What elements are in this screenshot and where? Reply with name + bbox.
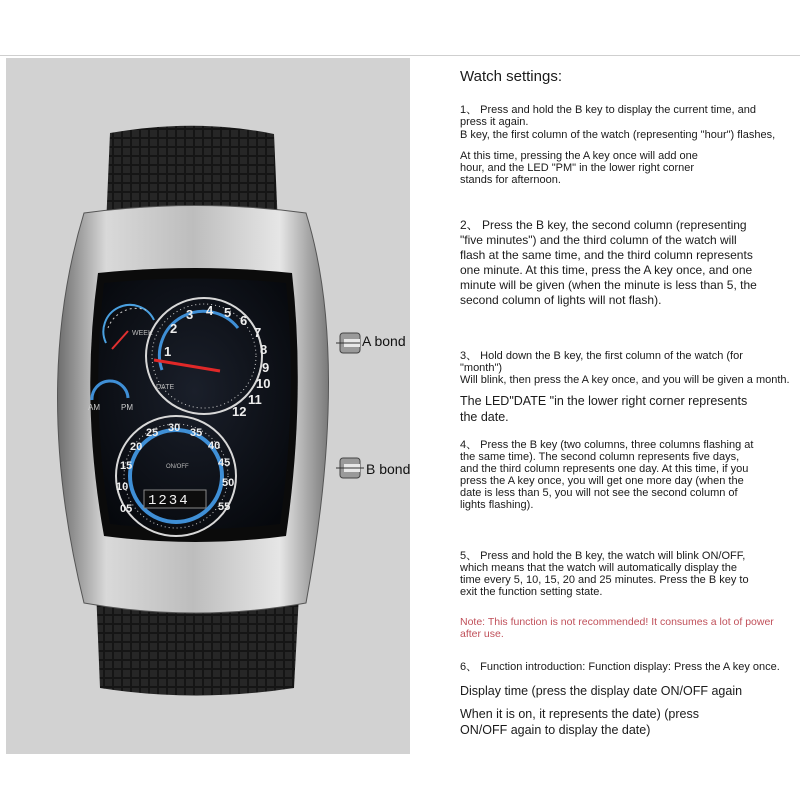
min-num-50: 50 (222, 477, 235, 489)
hour-num-3: 3 (186, 307, 194, 322)
hour-num-8: 8 (260, 342, 268, 357)
step4-text: 4、 Press the B key (two columns, three columns flashing at the same time). The second column represents five days, and the third column represents one day. At this time, if you press the A key once, you will get one more day (when the date is less than 5, you will not see the second column of lights flashing). (460, 439, 754, 511)
hour-num-6: 6 (240, 313, 248, 328)
hour-num-4: 4 (206, 303, 214, 318)
min-num-05: 05 (120, 503, 133, 515)
step6-line-a: 6、 Function introduction: Function display: Press the A key once. (460, 661, 780, 673)
hour-num-9: 9 (262, 360, 270, 375)
hour-num-7: 7 (254, 325, 262, 340)
min-num-25: 25 (146, 427, 159, 439)
week-label: WEEK (132, 330, 153, 337)
step3-line-b: Will blink, then press the A key once, and you will be given a month. (460, 374, 790, 386)
step6-line-c: When it is on, it represents the date) (press ON/OFF again to display the date) (460, 707, 699, 737)
min-num-45: 45 (218, 457, 231, 469)
led-digits: 1234 (148, 493, 190, 509)
hour-num-1: 1 (164, 344, 172, 359)
min-num-35: 35 (190, 427, 203, 439)
settings-title: Watch settings: (460, 68, 562, 85)
step5-text: 5、 Press and hold the B key, the watch will blink ON/OFF, which means that the watch will automatically display the time every 5, 10, 15, 20 and 25 minutes. Press the B key to exit the function setting state. (460, 550, 749, 598)
step1-line-b: B key, the first column of the watch (representing "hour") flashes, (460, 129, 776, 141)
date-label: DATE (156, 384, 175, 391)
top-divider (0, 55, 800, 56)
hour-num-10: 10 (256, 376, 271, 391)
note-text: Note: This function is not recommended! It consumes a lot of power after use. (460, 616, 774, 640)
step3-line-c: The LED"DATE "in the lower right corner represents the date. (460, 394, 748, 424)
hour-num-5: 5 (224, 305, 232, 320)
watch-illustration (6, 58, 410, 754)
min-num-55: 55 (218, 501, 231, 513)
pm-label: PM (121, 403, 133, 412)
a-button-callout: A bond (362, 333, 406, 349)
step1-line-c: At this time, pressing the A key once will add one hour, and the LED "PM" in the lower right corner stands for afternoon. (460, 150, 698, 186)
onoff-label: ON/OFF (166, 464, 189, 470)
am-label: AM (88, 403, 100, 412)
min-num-30: 30 (168, 422, 181, 434)
step6-line-b: Display time (press the display date ON/OFF again (460, 684, 743, 698)
step3-line-a: 3、 Hold down the B key, the first column of the watch (for "month") (460, 350, 743, 374)
min-num-20: 20 (130, 441, 143, 453)
b-button-callout: B bond (366, 461, 411, 477)
min-num-40: 40 (208, 440, 221, 452)
hour-num-2: 2 (170, 321, 178, 336)
min-num-15: 15 (120, 460, 133, 472)
min-num-10: 10 (116, 481, 129, 493)
hour-num-12: 12 (232, 404, 247, 419)
hour-num-11: 11 (248, 392, 262, 407)
watch-photo (6, 58, 410, 754)
step2-text: 2、 Press the B key, the second column (representing "five minutes") and the third column of the watch will flash at the same time, and the third column represents one minute. At this time, press the A key once, and one minute will be given (when the minute is less than 5, the second column of lights will not flash). (460, 218, 757, 307)
step1-line-a: 1、 Press and hold the B key to display the current time, and press it again. (460, 104, 756, 128)
